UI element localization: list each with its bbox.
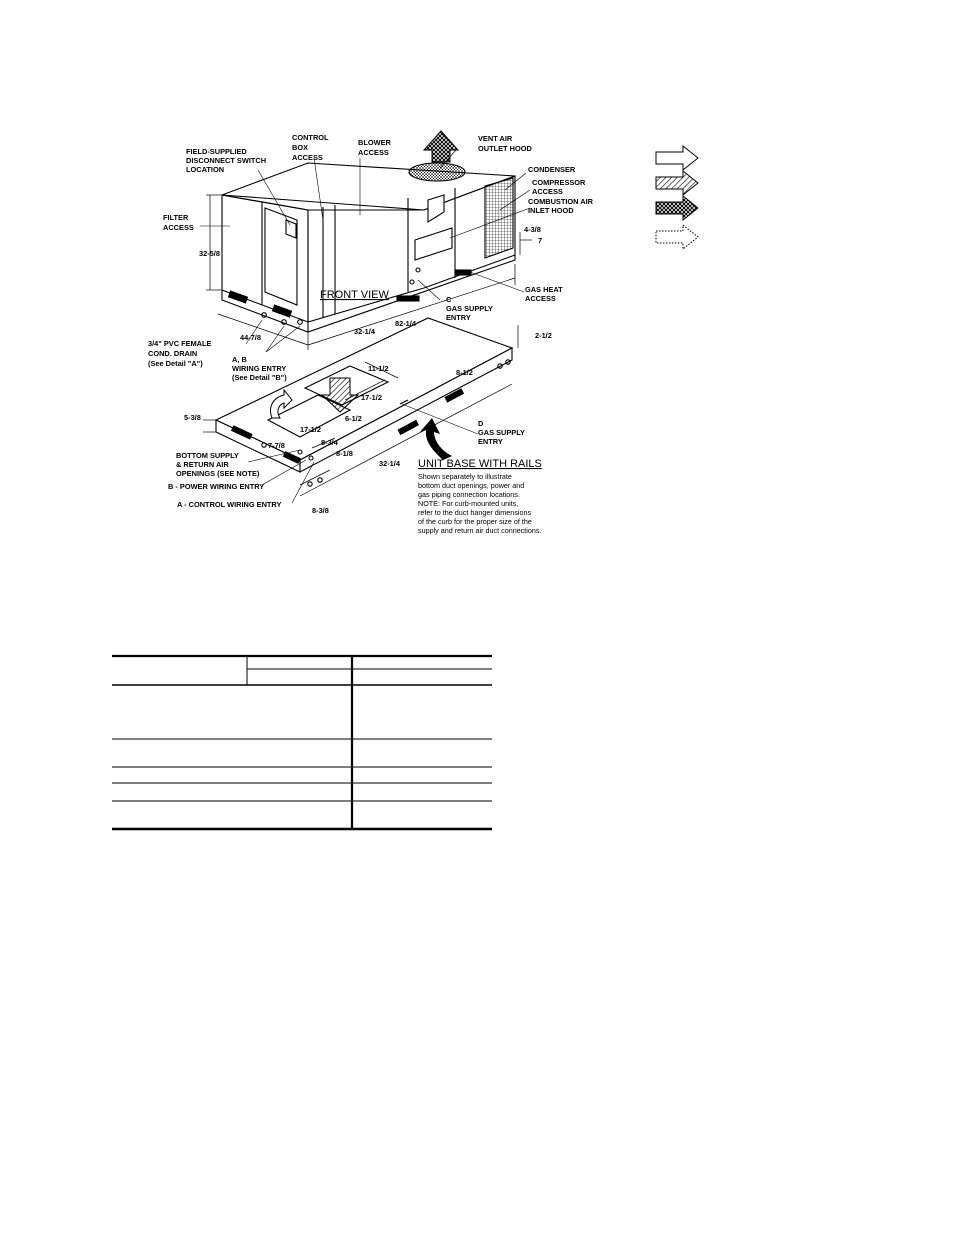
label-filter-access: FILTER ACCESS [163,213,194,232]
label-control-box-access: CONTROL BOX ACCESS [292,133,329,162]
label-gas-heat-access: GAS HEAT ACCESS [525,285,563,303]
dim-8-3-4: 8-3/4 [321,438,338,447]
legend-arrow-outline [656,146,698,170]
legend-arrow-crosshatched [656,196,698,220]
dim-8-1-2: 8-1/2 [456,368,473,377]
legend-arrows [656,146,698,249]
dim-2-1-2: 2-1/2 [535,331,552,340]
label-unit-base-title: UNIT BASE WITH RAILS [418,458,542,470]
dim-6-1-2: 6-1/2 [345,414,362,423]
label-compressor-access: COMPRESSOR ACCESS [532,178,586,196]
dim-32-5-8: 32-5/8 [199,249,220,258]
label-gas-supply-entry-c: C GAS SUPPLY ENTRY [446,295,493,322]
label-cond-drain: 3/4" PVC FEMALE COND. DRAIN (See Detail "A") [148,339,212,368]
label-field-supplied-disconnect: FIELD-SUPPLIED DISCONNECT SWITCH LOCATION [186,147,267,174]
dim-4-3-8: 4-3/8 [524,225,541,234]
dim-32-1-4-base: 32-1/4 [379,459,400,468]
dim-5-3-8: 5-3/8 [184,413,201,422]
vent-fan-grille [409,163,465,181]
dim-44-7-8: 44-7/8 [240,333,261,342]
dim-17-1-2-b: 17-1/2 [300,425,321,434]
label-gas-supply-entry-d: D GAS SUPPLY ENTRY [478,419,525,446]
dim-82-1-4: 82-1/4 [395,319,416,328]
label-vent-air-outlet-hood: VENT AIR OUTLET HOOD [478,134,532,153]
dim-7: 7 [538,236,543,245]
dim-8-1-8: 8-1/8 [336,449,353,458]
label-front-view: FRONT VIEW [320,289,389,301]
label-power-wiring-entry: B - POWER WIRING ENTRY [168,482,265,491]
condenser-coil [485,178,513,258]
vent-air-arrow [424,131,458,162]
legend-arrow-hatched [656,171,698,195]
dim-11-1-2: 11-1/2 [368,364,389,373]
dim-32-1-4-top: 32-1/4 [354,327,375,336]
label-bottom-supply: BOTTOM SUPPLY & RETURN AIR OPENINGS (SEE NOTE) [176,451,260,478]
label-combustion-air-inlet-hood: COMBUSTION AIR INLET HOOD [528,197,594,215]
label-control-wiring-entry: A - CONTROL WIRING ENTRY [177,500,282,509]
data-table-grid [112,656,492,829]
label-blower-access: BLOWER ACCESS [358,138,391,157]
dim-17-1-2-a: 17-1/2 [361,393,382,402]
dim-8-3-8: 8-3/8 [312,506,329,515]
dim-7-7-8: 7-7/8 [268,441,285,450]
label-wiring-entry: A, B WIRING ENTRY (See Detail "B") [232,355,287,382]
legend-arrow-dotted [656,225,698,249]
label-condenser: CONDENSER [528,165,576,174]
label-unit-base-note: Shown separately to illustrate bottom duct openings, power and gas piping connection locations. NOTE: For curb-mounted units, refer to the duct hanger dimensions of the curb for the proper size of the supply and return air duct connections. [418,472,542,535]
